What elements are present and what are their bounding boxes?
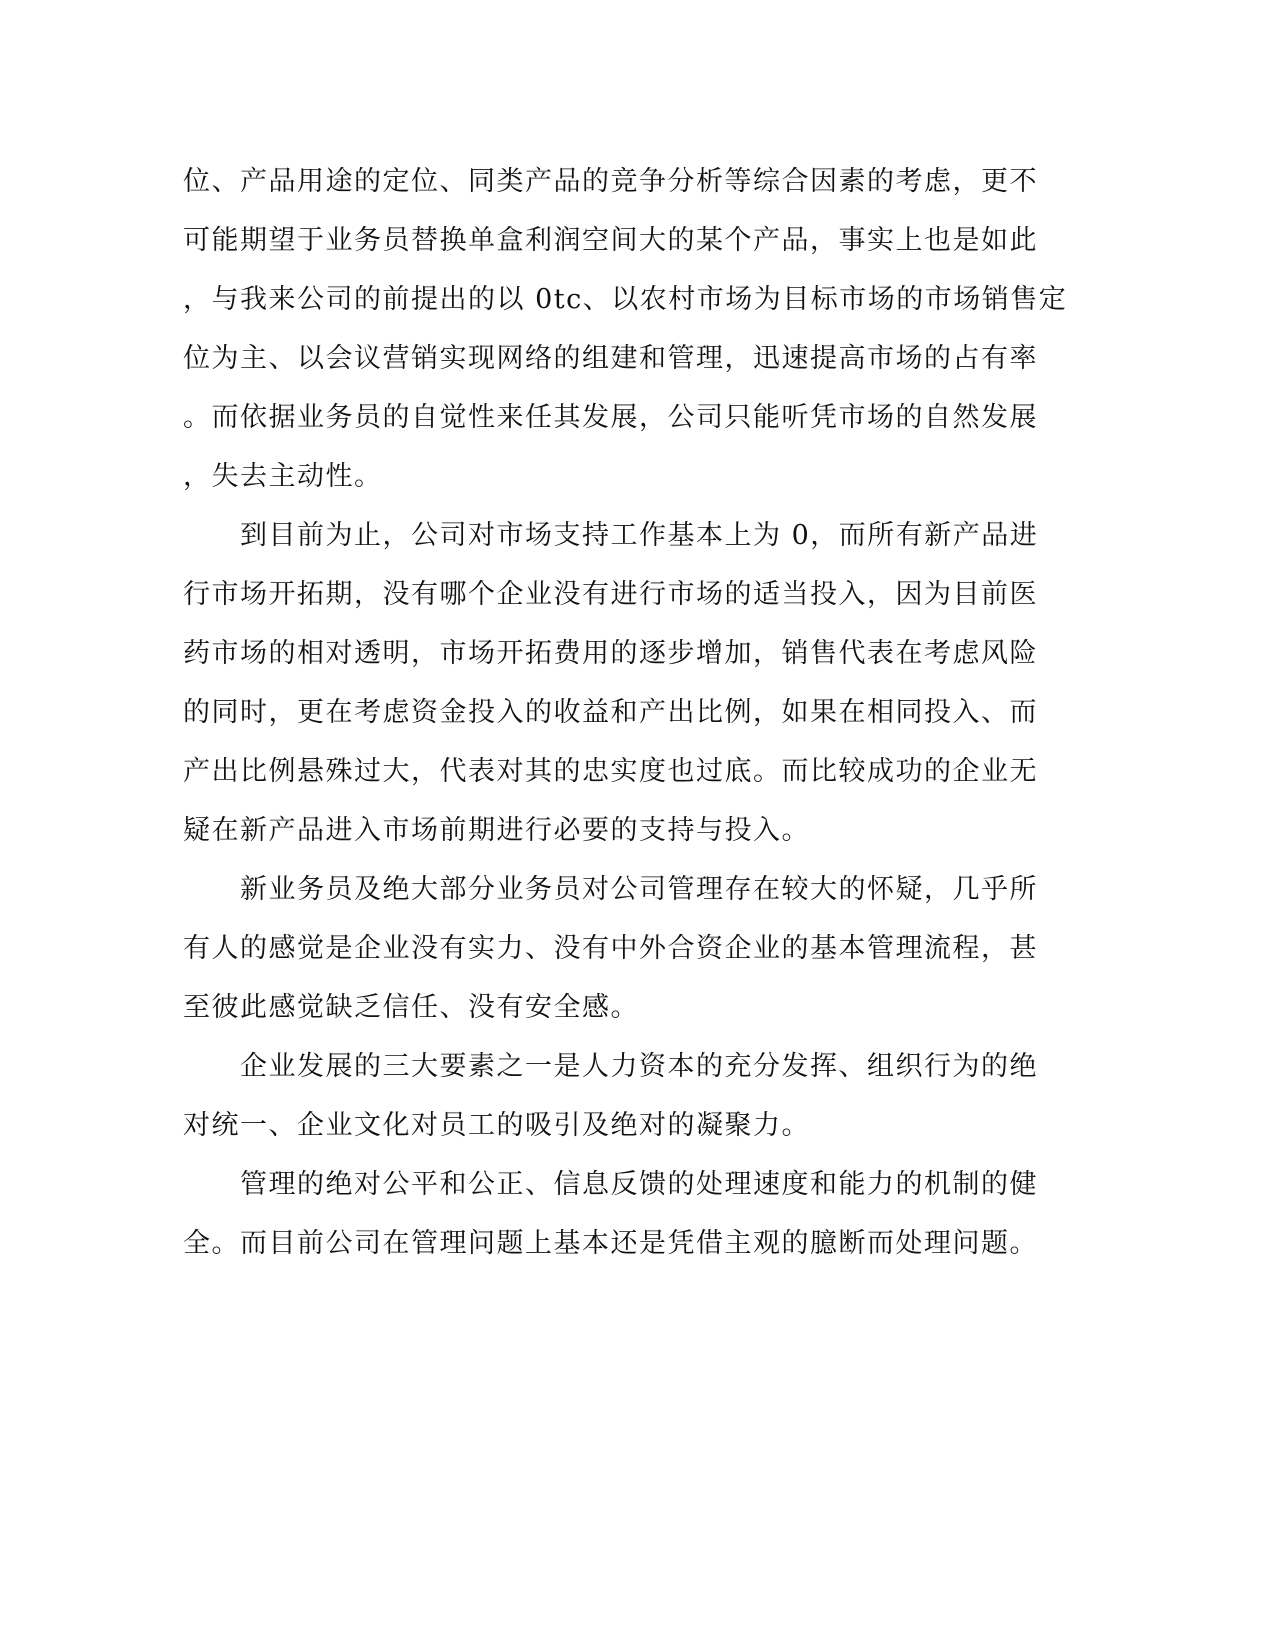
text-line: 药市场的相对透明，市场开拓费用的逐步增加，销售代表在考虑风险 (183, 638, 1038, 669)
text-line: 产出比例悬殊过大，代表对其的忠实度也过底。而比较成功的企业无 (183, 756, 1038, 787)
text-line: 有人的感觉是企业没有实力、没有中外合资企业的基本管理流程，甚 (183, 933, 1038, 964)
paragraph (183, 1045, 1043, 1163)
text-line: 疑在新产品进入市场前期进行必要的支持与投入。 (183, 815, 810, 846)
text-line: ，与我来公司的前提出的以 0tc、以农村市场为目标市场的市场销售定 (183, 284, 1068, 315)
text-line: 管理的绝对公平和公正、信息反馈的处理速度和能力的机制的健 (183, 1169, 1038, 1200)
text-line: 。而依据业务员的自觉性来任其发展，公司只能听凭市场的自然发展 (183, 402, 1038, 433)
paragraph (183, 1163, 1043, 1281)
paragraph (183, 160, 1068, 514)
text-line: 的同时，更在考虑资金投入的收益和产出比例，如果在相同投入、而 (183, 697, 1038, 728)
text-line: 到目前为止，公司对市场支持工作基本上为 0，而所有新产品进 (183, 520, 1039, 551)
text-line: 至彼此感觉缺乏信任、没有安全感。 (183, 992, 639, 1023)
paragraph (183, 514, 1043, 868)
text-line: 新业务员及绝大部分业务员对公司管理存在较大的怀疑，几乎所 (183, 874, 1038, 905)
text-line: 可能期望于业务员替换单盒利润空间大的某个产品，事实上也是如此 (183, 225, 1038, 256)
text-line: 全。而目前公司在管理问题上基本还是凭借主观的臆断而处理问题。 (183, 1228, 1038, 1259)
body-text (183, 160, 1068, 1281)
text-line: 位为主、以会议营销实现网络的组建和管理，迅速提高市场的占有率 (183, 343, 1038, 374)
text-line: 行市场开拓期，没有哪个企业没有进行市场的适当投入，因为目前医 (183, 579, 1038, 610)
text-line: 企业发展的三大要素之一是人力资本的充分发挥、组织行为的绝 (183, 1051, 1038, 1082)
text-line: 对统一、企业文化对员工的吸引及绝对的凝聚力。 (183, 1110, 810, 1141)
text-line: 位、产品用途的定位、同类产品的竞争分析等综合因素的考虑，更不 (183, 166, 1038, 197)
text-line: ，失去主动性。 (183, 461, 383, 492)
paragraph (183, 868, 1043, 1045)
